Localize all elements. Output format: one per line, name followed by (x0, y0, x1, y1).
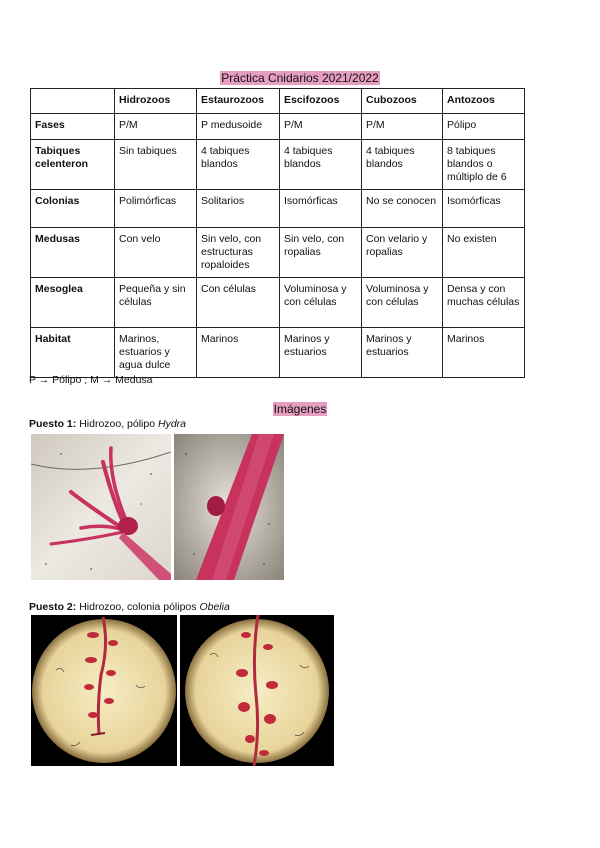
table-cell: Pólipo (443, 114, 525, 140)
table-cell: Voluminosa y con células (362, 278, 443, 328)
table-cell: P/M (362, 114, 443, 140)
table-cell: 4 tabiques blandos (362, 140, 443, 190)
row-label: Colonias (31, 190, 115, 228)
header-cell: Antozoos (443, 89, 525, 114)
table-cell: No existen (443, 228, 525, 278)
table-cell: 8 tabiques blandos o múltiplo de 6 (443, 140, 525, 190)
images-heading (0, 402, 600, 417)
table-cell: 4 tabiques blandos (280, 140, 362, 190)
table-cell: Polimórficas (115, 190, 197, 228)
row-label: Mesoglea (31, 278, 115, 328)
table-cell: Marinos (197, 328, 280, 378)
header-cell: Hidrozoos (115, 89, 197, 114)
table-cell: Isomórficas (280, 190, 362, 228)
hydra-polyp-photo (31, 434, 171, 580)
table-cell: Marinos y estuarios (362, 328, 443, 378)
row-label: Tabiques celenteron (31, 140, 115, 190)
table-cell: P/M (280, 114, 362, 140)
header-cell (31, 89, 115, 114)
table-cell: Marinos (443, 328, 525, 378)
puesto-text: Hidrozoo, colonia pólipos (79, 601, 197, 613)
page-title (0, 71, 600, 86)
table-cell: Isomórficas (443, 190, 525, 228)
table-row (31, 140, 525, 190)
page-title-text: Práctica Cnidarios 2021/2022 (221, 71, 379, 85)
species-name: Obelia (199, 601, 230, 613)
puesto-text: Hidrozoo, pólipo (79, 418, 156, 430)
table-cell: 4 tabiques blandos (197, 140, 280, 190)
table-header-row (31, 89, 525, 114)
puesto-label: Puesto 1: (29, 418, 77, 430)
row-label: Fases (31, 114, 115, 140)
table-cell: Marinos, estuarios y agua dulce (115, 328, 197, 378)
table-row (31, 228, 525, 278)
puesto-1-caption (29, 418, 186, 430)
hydra-body-closeup-photo (174, 434, 284, 580)
table-cell: P medusoide (197, 114, 280, 140)
header-cell: Cubozoos (362, 89, 443, 114)
obelia-colony-photo-1 (31, 615, 177, 766)
table-cell: P/M (115, 114, 197, 140)
header-cell: Estaurozoos (197, 89, 280, 114)
header-cell: Escifozoos (280, 89, 362, 114)
table-row (31, 278, 525, 328)
table-cell: Densa y con muchas células (443, 278, 525, 328)
table-row (31, 114, 525, 140)
table-row (31, 190, 525, 228)
table-cell: Con células (197, 278, 280, 328)
table-row (31, 328, 525, 378)
row-label: Medusas (31, 228, 115, 278)
legend-note: P → Pólipo ; M → Medusa (29, 374, 153, 386)
row-label: Habitat (31, 328, 115, 378)
table-cell: Sin tabiques (115, 140, 197, 190)
cnidaria-comparison-table (30, 88, 525, 378)
species-name: Hydra (158, 418, 187, 430)
table-cell: Voluminosa y con células (280, 278, 362, 328)
puesto-2-caption (29, 601, 230, 613)
table-cell: Con velo (115, 228, 197, 278)
table-cell: Con velario y ropalias (362, 228, 443, 278)
table-cell: Sin velo, con estructuras ropaloides (197, 228, 280, 278)
table-cell: No se conocen (362, 190, 443, 228)
table-cell: Solitarios (197, 190, 280, 228)
images-heading-text: Imágenes (273, 402, 327, 416)
table-cell: Marinos y estuarios (280, 328, 362, 378)
puesto-label: Puesto 2: (29, 601, 77, 613)
table-cell: Pequeña y sin células (115, 278, 197, 328)
table-cell: Sin velo, con ropalias (280, 228, 362, 278)
obelia-colony-photo-2 (180, 615, 334, 766)
